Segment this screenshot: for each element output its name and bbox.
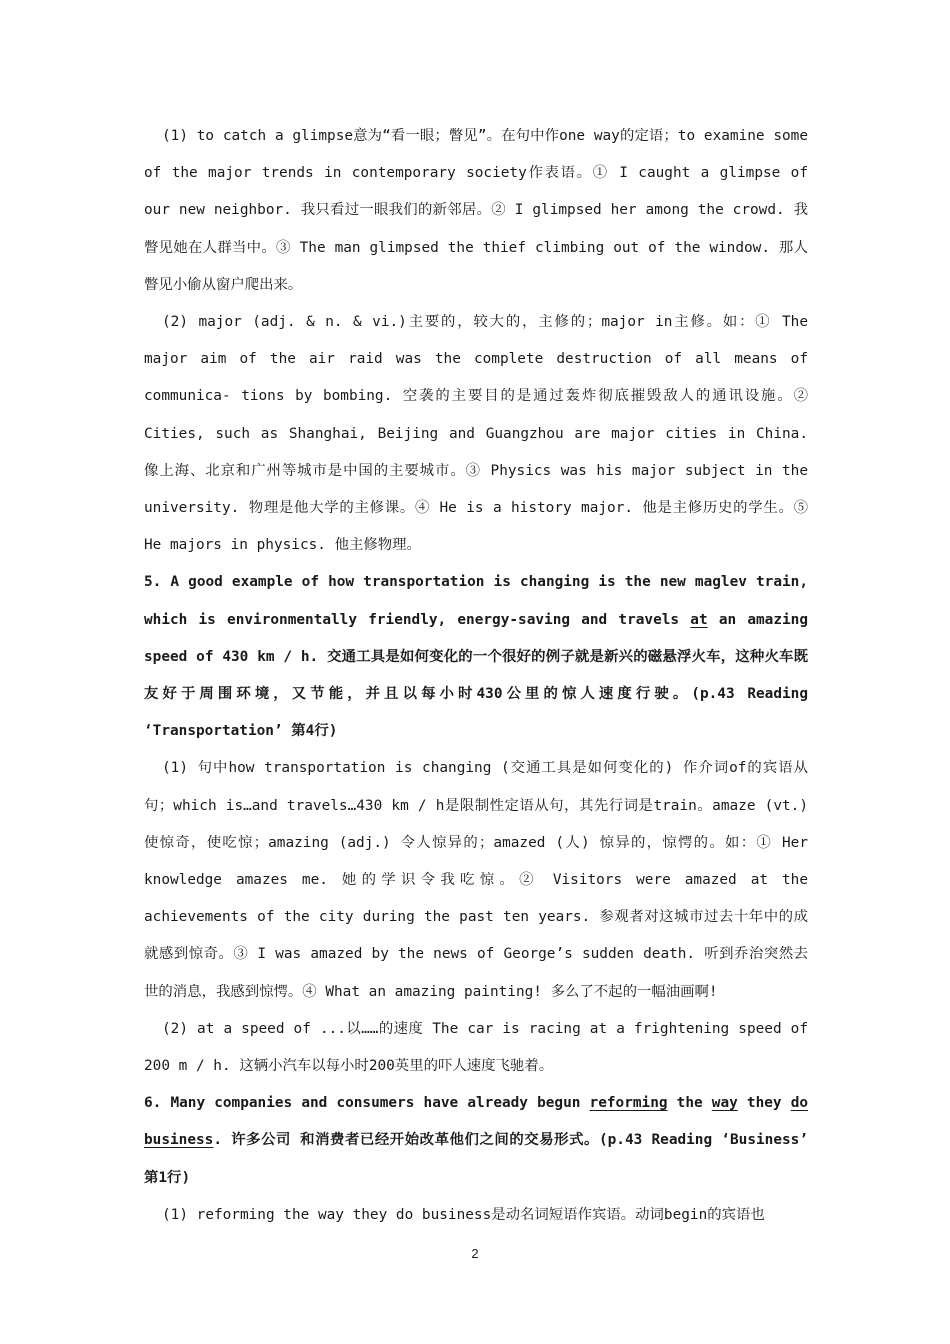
document-body — [144, 118, 808, 1234]
sentence-5-part-b: an amazing speed of 430 km / h. 交通工具是如何变化的一个很好的例子就是新兴的磁悬浮火车，这种火车既友好于周围环境，又节能，并且以每小时430公里的惊人速度行驶。(p.43 Reading ‘Transportation’ 第4行) — [144, 611, 808, 740]
page-number: 2 — [471, 1246, 479, 1261]
sentence-6-underlined-do-business: do business — [144, 1095, 809, 1149]
sentence-6-part-c: they — [737, 1095, 791, 1112]
paragraph-glimpse: (1) to catch a glimpse意为“看一眼；瞥见”。在句中作one way的定语；to examine some of the major trends in contemporary society作表语。① I caught a glimpse of our new neighbor. 我只看过一眼我们的新邻居。② I glimpsed her among the crowd. 我瞥见她在人群当中。③ The man glimpsed the thief climbing out of the window. 那人瞥见小偷从窗户爬出来。 — [144, 128, 808, 293]
sentence-5-part-a: 5. A good example of how transportation is changing is the new maglev train, which is environmentally friendly, energy-saving and travels — [144, 574, 808, 628]
sentence-6-underlined-way: way — [711, 1095, 738, 1112]
sentence-6-part-d: . 许多公司 和消费者已经开始改革他们之间的交易形式。(p.43 Reading ‘Business’ 第1行) — [144, 1132, 808, 1186]
paragraph-major: (2) major (adj. & n. & vi.)主要的，较大的，主修的；major in主修。如：① The major aim of the air raid was the complete destruction of all means of communica- tions by bombing. 空袭的主要目的是通过轰炸彻底摧毁敌人的通讯设施。② Cities, such as Shanghai, Beijing and Guangzhou are major cities in China. 像上海、北京和广州等城市是中国的主要城市。③ Physics was his major subject in the university. 物理是他大学的主修课。④ He is a history major. 他是主修历史的学生。⑤ He majors in physics. 他主修物理。 — [144, 314, 808, 554]
sentence-6-underlined-reforming: reforming — [589, 1095, 668, 1112]
sentence-6-part-b: the — [667, 1095, 712, 1112]
sentence-5 — [144, 564, 808, 750]
sentence-5-underlined-at: at — [690, 611, 708, 628]
paragraph-speed: (2) at a speed of ...以……的速度 The car is racing at a frightening speed of 200 m / h. 这辆小汽车以每小时200英里的吓人速度飞驰着。 — [144, 1020, 808, 1075]
paragraph-amaze: (1) 句中how transportation is changing (交通工具是如何变化的) 作介词of的宾语从句；which is…and travels…430 km / h是限制性定语从句，其先行词是train。amaze (vt.) 使惊奇，使吃惊；amazing (adj.) 令人惊异的；amazed (人) 惊异的，惊愕的。如：① Her knowledge amazes me. 她的学识令我吃惊。② Visitors were amazed at the achievements of the city during the past ten years. 参观者对这城市过去十年中的成就感到惊奇。③ I was amazed by the news of George’s sudden death. 听到乔治突然去世的消息，我感到惊愕。④ What an amazing painting! 多么了不起的一幅油画啊! — [144, 760, 808, 1000]
paragraph-reforming: (1) reforming the way they do business是动名词短语作宾语。动词begin的宾语也 — [162, 1206, 765, 1223]
sentence-6 — [144, 1085, 808, 1197]
sentence-6-part-a: 6. Many companies and consumers have already begun — [144, 1095, 590, 1112]
